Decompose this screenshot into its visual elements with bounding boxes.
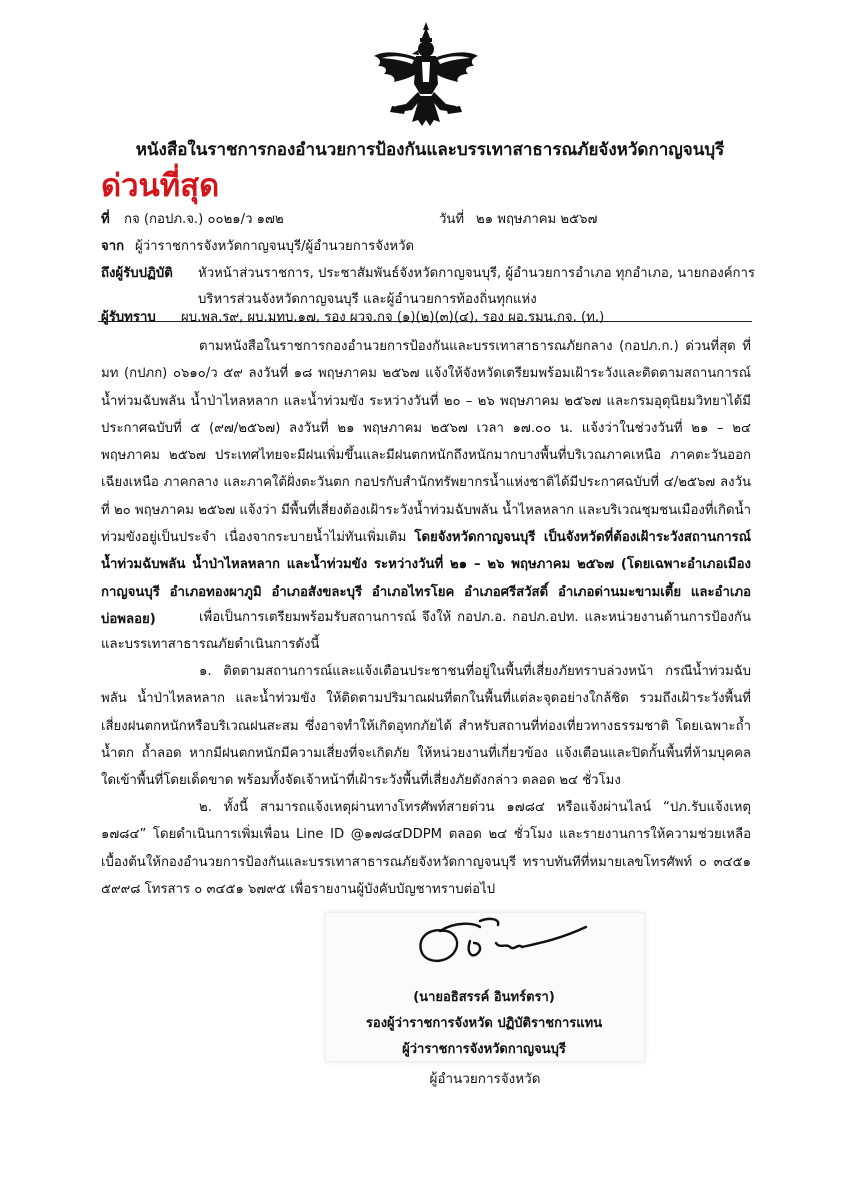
date-value: ๒๑ พฤษภาคม ๒๕๖๗ bbox=[476, 212, 598, 227]
signatory-position-2: ผู้ว่าราชการจังหวัดกาญจนบุรี bbox=[402, 1042, 566, 1057]
body-paragraph-1-text: ตามหนังสือในราชการกองอำนวยการป้องกันและบรรเทาสาธารณภัยกลาง (กอปภ.ก.) ด่วนที่สุด ที่ มท (กปภก) ๐๖๑๐/ว ๕๙ ลงวันที่ ๑๘ พฤษภาคม ๒๕๖๗ แจ้งให้จังหวัดเตรียมพร้อมเฝ้าระวังและติดตามสถานการณ์น้ำท่วมฉับพลัน น้ำป่าไหลหลาก และน้ำท่วมขัง ระหว่างวันที่ ๒๐ – ๒๖ พฤษภาคม ๒๕๖๗ และกรมอุตุนิยมวิทยาได้มีประกาศฉบับที่ ๕ (๙๗/๒๕๖๗) ลงวันที่ ๒๑ พฤษภาคม ๒๕๖๗ เวลา ๑๗.๐๐ น. แจ้งว่าในช่วงวันที่ ๒๑ – ๒๔ พฤษภาคม ๒๕๖๗ ประเทศไทยจะมีฝนเพิ่มขึ้นและมีฝนตกหนักถึงหนักมากบางพื้นที่บริเวณภาคเหนือ ภาคตะวันออกเฉียงเหนือ ภาคกลาง และภาคใต้ฝั่งตะวันตก กอปรกับสำนักทรัพยากรน้ำแห่งชาติได้มีประกาศฉบับที่ ๔/๒๕๖๗ ลงวันที่ ๒๐ พฤษภาคม ๒๕๖๗ แจ้งว่า มีพื้นที่เสี่ยงต้องเฝ้าระวังน้ำท่วมฉับพลัน น้ำไหลหลาก และบริเวณชุมชนเมืองที่เกิดน้ำท่วมขังอยู่เป็นประจำ เนื่องจากระบายน้ำไม่ทันเพิ่มเติม bbox=[101, 339, 751, 546]
ref-label: ที่ bbox=[101, 212, 110, 227]
ref-value: กจ (กอปภ.จ.) ๐๐๒๑/ว ๑๗๒ bbox=[124, 212, 284, 227]
cc-value: ผบ.พล.ร๙, ผบ.มทบ.๑๗, รอง ผวจ.กจ (๑)(๒)(๓)(๔), รอง ผอ.รมน.กจ. (ท.) bbox=[181, 310, 605, 325]
body-paragraph-3-text: ๑. ติดตามสถานการณ์และแจ้งเตือนประชาชนที่อยู่ในพื้นที่เสี่ยงภัยทราบล่วงหน้า กรณีน้ำท่วมฉับพลัน น้ำป่าไหลหลาก และน้ำท่วมขัง ให้ติดตามปริมาณฝนที่ตกในพื้นที่แต่ละจุดอย่างใกล้ชิด รวมถึงเฝ้าระวังพื้นที่เสี่ยงฝนตกหนักหรือบริเวณฝนสะสม ซึ่งอาจทำให้เกิดอุทกภัยได้ สำหรับสถานที่ท่องเที่ยวทางธรรมชาติ โดยเฉพาะถ้ำน้ำตก ถ้ำลอด หากมีฝนตกหนักมีความเสี่ยงที่จะเกิดภัย ให้หน่วยงานที่เกี่ยวข้อง แจ้งเตือนและปิดกั้นพื้นที่ห้ามบุคคลใดเข้าพื้นที่โดยเด็ดขาด พร้อมทั้งจัดเจ้าหน้าที่เฝ้าระวังพื้นที่เสี่ยงภัยดังกล่าว ตลอด ๒๔ ชั่วโมง bbox=[101, 664, 751, 789]
signatory-position-1: รองผู้ว่าราชการจังหวัด ปฏิบัติราชการแทน bbox=[365, 1016, 603, 1031]
body-paragraph-2-text: เพื่อเป็นการเตรียมพร้อมรับสถานการณ์ จึงให้ กอปภ.อ. กอปภ.อปท. และหน่วยงานด้านการป้องกันและบรรเทาสาธารณภัยดำเนินการดังนี้ bbox=[101, 610, 751, 653]
cc-label: ผู้รับทราบ bbox=[101, 310, 156, 325]
body-paragraph-1-highlight: โดยจังหวัดกาญจนบุรี เป็นจังหวัดที่ต้องเฝ้าระวังสถานการณ์น้ำท่วมฉับพลัน น้ำป่าไหลหลาก และน้ำท่วมขัง ระหว่างวันที่ ๒๑ – ๒๖ พฤษภาคม ๒๕๖๗ (โดยเฉพาะอำเภอเมืองกาญจนบุรี อำเภอทองผาภูมิ อำเภอสังขละบุรี อำเภอไทรโยค อำเภอศรีสวัสดิ์ อำเภอด่านมะขามเตี้ย และอำเภอบ่อพลอย) bbox=[101, 530, 751, 627]
document-title: หนังสือในราชการกองอำนวยการป้องกันและบรรเทาสาธารณภัยจังหวัดกาญจนบุรี bbox=[135, 140, 725, 160]
signatory-role: ผู้อำนวยการจังหวัด bbox=[429, 1071, 541, 1087]
urgency-badge: ด่วนที่สุด bbox=[101, 168, 220, 204]
to-line-2: บริหารส่วนจังหวัดกาญจนบุรี และผู้อำนวยการท้องถิ่นทุกแห่ง bbox=[198, 292, 537, 307]
body-paragraph-3 bbox=[101, 658, 751, 794]
signatory-name: (นายอธิสรรค์ อินทร์ตรา) bbox=[413, 990, 555, 1005]
date-label: วันที่ bbox=[439, 212, 465, 227]
garuda-emblem-icon bbox=[372, 22, 480, 126]
to-label: ถึงผู้รับปฏิบัติ bbox=[101, 266, 173, 281]
body-paragraph-4-text: ๒. ทั้งนี้ สามารถแจ้งเหตุผ่านทางโทรศัพท์สายด่วน ๑๗๘๔ หรือแจ้งผ่านไลน์ “ปภ.รับแจ้งเหตุ ๑๗๘๔” โดยดำเนินการเพิ่มเพื่อน Line ID @๑๗๘๔DDPM ตลอด ๒๔ ชั่วโมง และรายงานการให้ความช่วยเหลือเบื้องต้นให้กองอำนวยการป้องกันและบรรเทาสาธารณภัยจังหวัดกาญจนบุรี ทราบทันทีที่หมายเลขโทรศัพท์ ๐ ๓๔๕๑ ๕๙๙๘ โทรสาร ๐ ๓๔๕๑ ๖๗๙๕ เพื่อรายงานผู้บังคับบัญชาทราบต่อไป bbox=[101, 800, 751, 897]
to-line-1: หัวหน้าส่วนราชการ, ประชาสัมพันธ์จังหวัดกาญจนบุรี, ผู้อำนวยการอำเภอ ทุกอำเภอ, นายกองค์การ bbox=[198, 266, 756, 281]
from-value: ผู้ว่าราชการจังหวัดกาญจนบุรี/ผู้อำนวยการจังหวัด bbox=[135, 239, 415, 254]
from-label: จาก bbox=[101, 239, 125, 254]
handwritten-signature-icon bbox=[410, 913, 590, 971]
body-paragraph-1 bbox=[101, 333, 751, 633]
body-paragraph-2 bbox=[101, 604, 751, 659]
body-paragraph-4 bbox=[101, 794, 751, 903]
